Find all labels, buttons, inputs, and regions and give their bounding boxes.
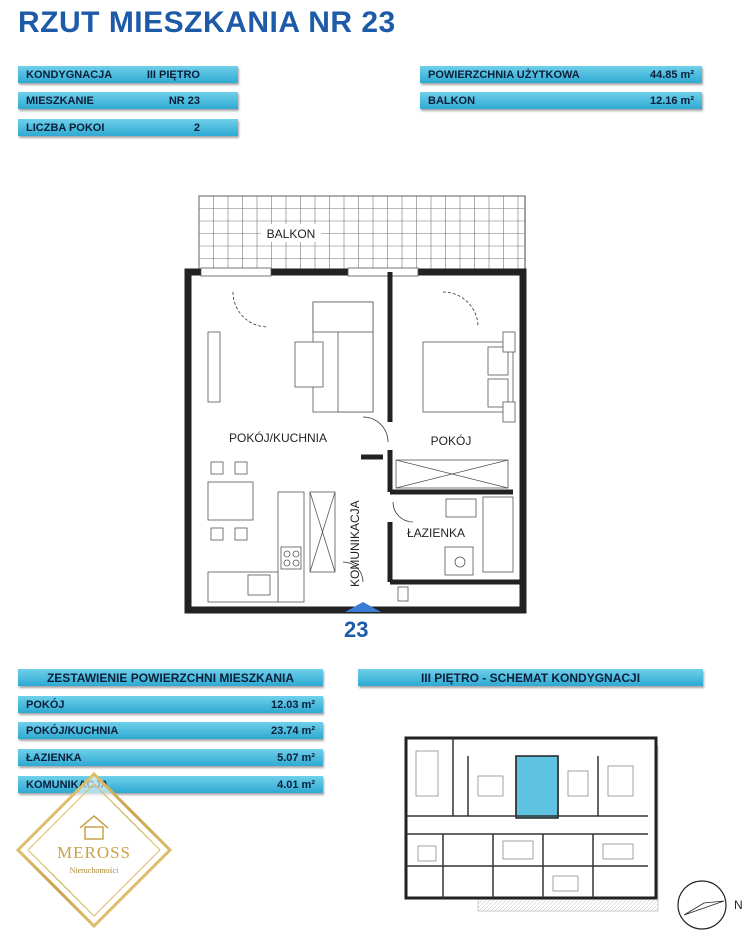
info-row-balkon bbox=[420, 92, 702, 109]
area-value: 23.74 m² bbox=[270, 724, 315, 737]
info-value: 44.85 m² bbox=[649, 68, 694, 81]
area-row-pokoj bbox=[18, 696, 323, 713]
unit-number: 23 bbox=[344, 617, 369, 642]
page-title: RZUT MIESZKANIA NR 23 bbox=[18, 6, 396, 39]
balkon-label: BALKON bbox=[266, 227, 316, 241]
info-label: BALKON bbox=[428, 94, 476, 107]
logo-sub: Nieruchomości bbox=[69, 866, 119, 875]
area-value: 12.03 m² bbox=[270, 698, 315, 711]
room-label-pokoj: POKÓJ bbox=[430, 434, 472, 448]
info-label: MIESZKANIE bbox=[26, 94, 94, 107]
room-label-pokoj-kuchnia: POKÓJ/KUCHNIA bbox=[228, 431, 328, 445]
compass-icon bbox=[672, 875, 752, 935]
info-label: LICZBA POKOI bbox=[26, 121, 105, 134]
info-label: KONDYGNACJA bbox=[26, 68, 113, 81]
area-value: 4.01 m² bbox=[277, 778, 315, 791]
logo-name: MEROSS bbox=[56, 843, 132, 862]
info-row-liczba-pokoi bbox=[18, 119, 238, 136]
company-logo bbox=[14, 770, 174, 930]
area-row-lazienka bbox=[18, 749, 323, 766]
info-value: 2 bbox=[193, 121, 200, 134]
room-label-lazienka: ŁAZIENKA bbox=[406, 526, 466, 540]
info-value: NR 23 bbox=[168, 94, 200, 107]
schema-header: III PIĘTRO - SCHEMAT KONDYGNACJI bbox=[358, 669, 703, 686]
area-label: POKÓJ bbox=[26, 698, 65, 711]
compass-label: N bbox=[734, 898, 743, 912]
area-value: 5.07 m² bbox=[277, 751, 315, 764]
balcony bbox=[199, 196, 525, 272]
info-row-powierzchnia bbox=[420, 66, 702, 83]
areas-header: ZESTAWIENIE POWIERZCHNI MIESZKANIA bbox=[18, 669, 323, 686]
highlighted-unit bbox=[516, 756, 558, 818]
info-value: 12.16 m² bbox=[649, 94, 694, 107]
room-label-komunikacja: KOMUNIKACJA bbox=[348, 500, 362, 587]
floor-plan bbox=[183, 192, 533, 622]
info-value: III PIĘTRO bbox=[146, 68, 200, 81]
floor-schematic bbox=[398, 716, 660, 916]
info-row-mieszkanie bbox=[18, 92, 238, 109]
info-label: POWIERZCHNIA UŻYTKOWA bbox=[428, 68, 580, 81]
area-row-pokoj-kuchnia bbox=[18, 722, 323, 739]
area-label: POKÓJ/KUCHNIA bbox=[26, 724, 119, 737]
area-label: ŁAZIENKA bbox=[26, 751, 82, 764]
info-row-kondygnacja bbox=[18, 66, 238, 83]
area-label: KOMUNIKACJA bbox=[26, 778, 109, 791]
